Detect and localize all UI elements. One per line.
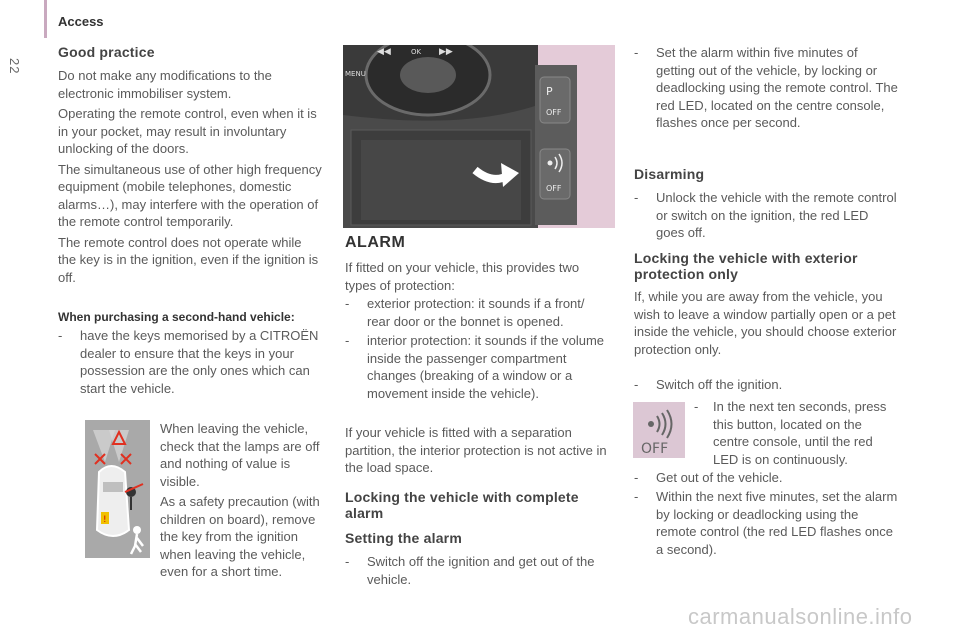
off-label-1: OFF [546,108,562,117]
disarming-item: - Unlock the vehicle with the remote control or switch on the ignition, the red LED goes off. [634,190,897,240]
protection-item: - exterior protection: it sounds if a front/ rear door or the bonnet is opened. [345,296,585,329]
alarm-button-photo [343,45,615,228]
good-practice-body [58,67,323,286]
svg-text:◀◀: ◀◀ [377,47,391,57]
setting-alarm-heading: Setting the alarm [345,530,462,546]
leaving-vehicle-text [160,420,330,581]
step-item: - Within the next five minutes, set the alarm by locking or deadlocking using the remote control (the red LED flashes once a second). [634,489,898,557]
step-item: - Switch off the ignition. [634,377,783,392]
setting-alarm-item: - Switch off the ignition and get out of the vehicle. [345,554,595,587]
svg-text:!: ! [103,515,107,525]
second-hand-item: - have the keys memorised by a CITROËN dealer to ensure that the keys in your possession are the only ones which can start the vehicle. [58,328,319,396]
set-alarm-item: - Set the alarm within five minutes of getting out of the vehicle, by locking or deadlocking using the remote control. The red LED, located on the centre console, flashes once per second. [634,45,898,130]
paragraph: The simultaneous use of other high frequency equipment (mobile telephones, domestic alarms…), may interfere with the operation of the remote control temporarily. [58,161,322,229]
paragraph: When leaving the vehicle, check that the lamps are off and nothing of value is visible. [160,421,320,489]
alarm-off-button-icon [633,402,685,458]
step-item: - In the next ten seconds, press this button, located on the centre console, until the red LED is on continuously. [694,399,887,467]
page-number: 22 [7,58,22,75]
second-hand-heading: When purchasing a second-hand vehicle: [58,310,295,324]
watermark: carmanualsonline.info [688,604,913,629]
off-label-2: OFF [546,184,562,193]
section-title: Access [58,14,104,29]
good-practice-heading: Good practice [58,44,155,60]
menu-label: MENU [345,70,366,78]
disarming-heading: Disarming [634,166,705,182]
paragraph: Do not make any modifications to the electronic immobiliser system. [58,68,272,101]
header-accent-bar [44,0,47,38]
separation-paragraph: If your vehicle is fitted with a separation partition, the interior protection is not active in the load space. [345,425,607,475]
svg-text:P: P [546,85,553,98]
alarm-intro: If fitted on your vehicle, this provides two types of protection: [345,260,580,293]
off-icon-label: OFF [641,441,669,457]
svg-text:▶▶: ▶▶ [439,47,453,57]
vehicle-safety-illustration [85,420,150,558]
paragraph: Operating the remote control, even when it is in your pocket, may result in involuntary unlocking of the doors. [58,106,317,156]
paragraph: As a safety precaution (with children on board), remove the key from the ignition when leaving the vehicle, even for a short time. [160,494,320,579]
protection-item: - interior protection: it sounds if the volume inside the passenger compartment changes (breaking of a window or a movement inside the vehicle). [345,333,605,401]
alarm-heading: ALARM [345,234,406,251]
exterior-protection-heading: Locking the vehicle with exterior protection only [634,250,858,282]
ok-label: OK [411,48,422,56]
complete-alarm-heading: Locking the vehicle with complete alarm [345,489,579,521]
exterior-protection-paragraph: If, while you are away from the vehicle, you wish to leave a window partially open or a pet inside the vehicle, you should choose exterior protection only. [634,289,897,357]
step-item: - Get out of the vehicle. [634,470,783,485]
paragraph: The remote control does not operate while the key is in the ignition, even if the ignition is off. [58,234,319,285]
